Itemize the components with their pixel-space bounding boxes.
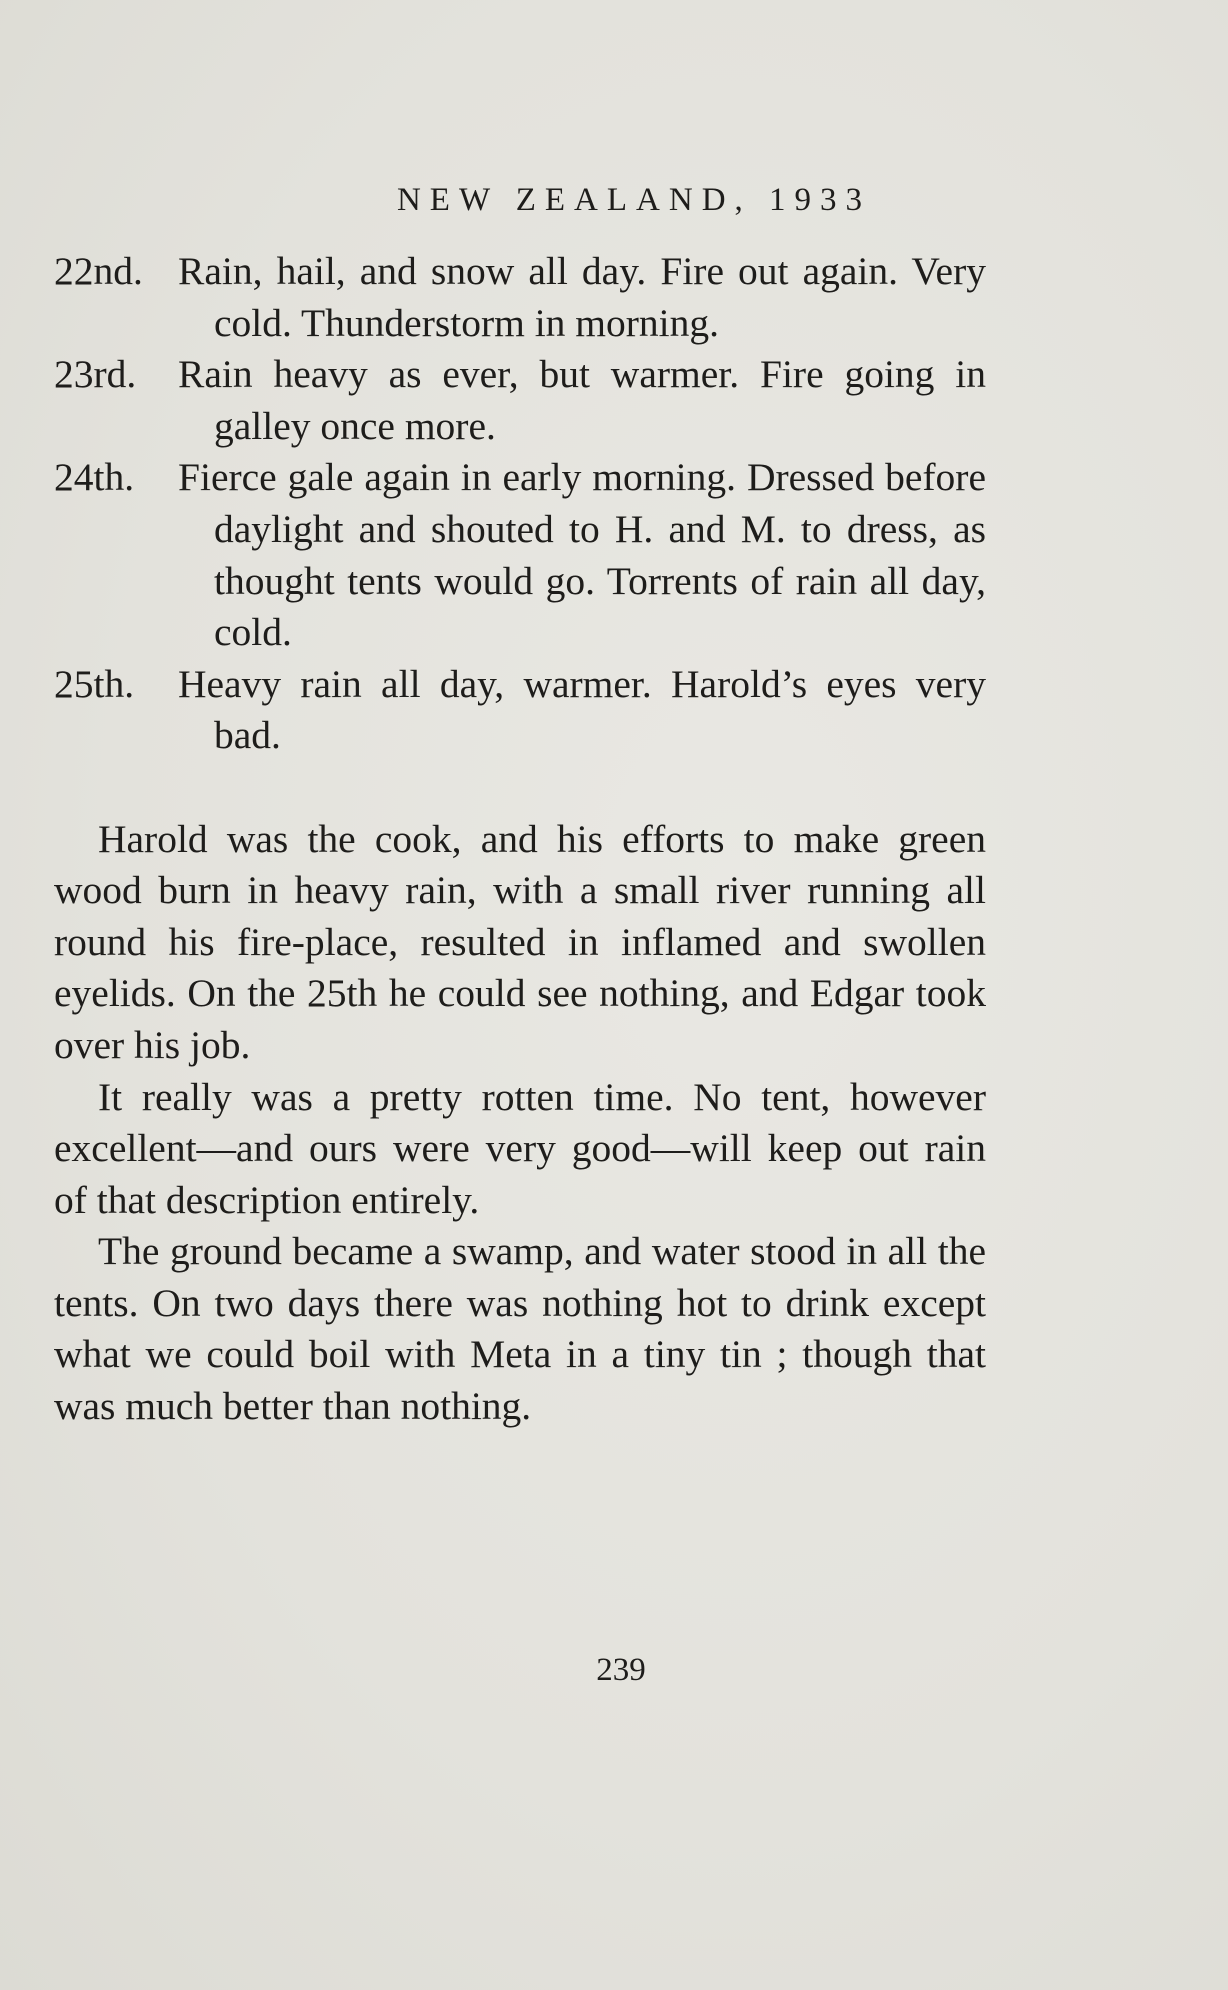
entry-text-wrap (178, 452, 986, 658)
body-paragraph: Harold was the cook, and his efforts to make green wood burn in heavy rain, with a small river running all round his fire-place, resulted in inflamed and swollen eyelids. On the 25th he could see nothing, and Edgar took over his job. (54, 816, 986, 1067)
page-number: 239 (596, 1652, 646, 1688)
entry-date: 22nd. (54, 249, 143, 293)
diary-entry (54, 452, 986, 658)
diary-entry (54, 246, 986, 349)
body-paragraph: It really was a pretty rotten time. No tent, however excellent—and ours were very good—will keep out rain of that description entirely. (54, 1074, 986, 1222)
body-paragraph: The ground became a swamp, and water stood in all the tents. On two days there was nothing hot to drink except what we could boil with Meta in a tiny tin ; though that was much better than nothing. (54, 1229, 986, 1429)
entry-date: 24th. (54, 455, 135, 500)
running-head: NEW ZEALAND, 1933 (396, 182, 872, 218)
diary-entry (54, 659, 986, 762)
entry-text: Rain heavy as ever, but warmer. Fire going in galley once more. (178, 352, 986, 448)
diary-entry (54, 349, 986, 452)
entry-text: Rain, hail, and snow all day. Fire out again. Very cold. Thunderstorm in morning. (178, 249, 986, 345)
entry-date: 25th. (54, 661, 135, 706)
entry-text: Fierce gale again in early morning. Dressed before daylight and shouted to H. and M. to dress, as thought tents would go. Torrents of rain all day, cold. (178, 455, 986, 655)
entry-text: Heavy rain all day, warmer. Harold’s eyes very bad. (178, 661, 986, 758)
entry-text-wrap (178, 659, 986, 762)
entry-date: 23rd. (54, 352, 137, 397)
page-body (54, 246, 986, 1433)
entry-text-wrap (178, 349, 986, 452)
entry-text-wrap (178, 246, 986, 349)
